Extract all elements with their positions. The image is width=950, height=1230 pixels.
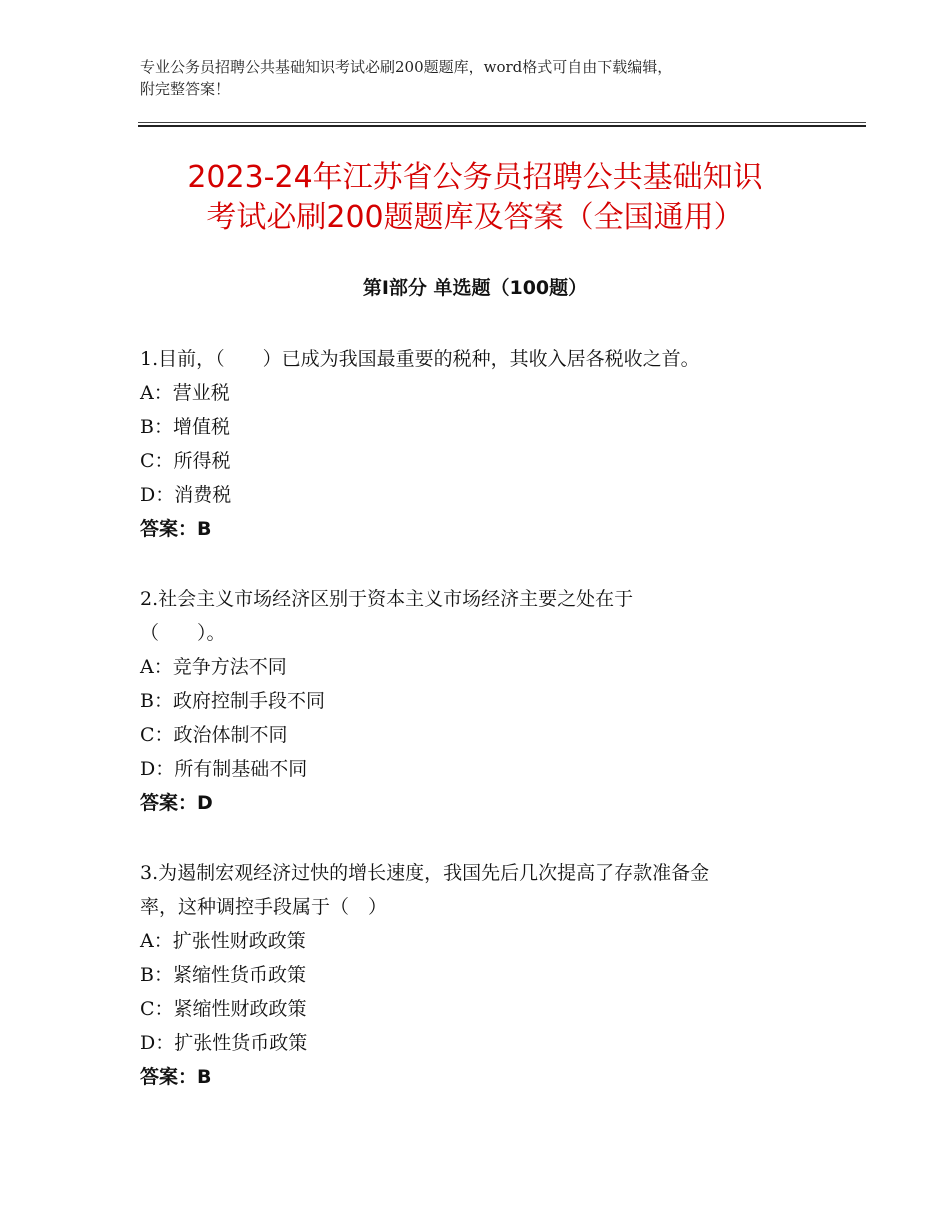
header-note xyxy=(140,56,810,100)
question-3 xyxy=(140,856,820,1094)
option-a: A：扩张性财政政策 xyxy=(140,930,306,952)
option-a: A：竞争方法不同 xyxy=(140,656,287,678)
document-title-line-2: 考试必刷200题题库及答案（全国通用） xyxy=(206,200,744,235)
option-c: C：紧缩性财政政策 xyxy=(140,998,307,1020)
option-c: C：所得税 xyxy=(140,450,231,472)
option-a: A：营业税 xyxy=(140,382,230,404)
header-divider-thick xyxy=(138,125,866,127)
option-b: B：增值税 xyxy=(140,416,230,438)
question-stem-line-1: 3.为遏制宏观经济过快的增长速度，我国先后几次提高了存款准备金 xyxy=(140,862,710,884)
option-d: D：所有制基础不同 xyxy=(140,758,308,780)
answer: 答案：B xyxy=(140,518,212,540)
option-b: B：政府控制手段不同 xyxy=(140,690,325,712)
question-stem-line-2: （ ）。 xyxy=(140,622,226,644)
option-b: B：紧缩性货币政策 xyxy=(140,964,306,986)
document-title xyxy=(110,158,840,238)
option-d: D：消费税 xyxy=(140,484,232,506)
header-note-line-1: 专业公务员招聘公共基础知识考试必刷200题题库，word格式可自由下载编辑， xyxy=(140,58,673,76)
section-title: 第Ⅰ部分 单选题（100题） xyxy=(362,277,588,299)
header-divider-thin xyxy=(138,122,866,123)
answer: 答案：D xyxy=(140,792,213,814)
document-title-line-1: 2023-24年江苏省公务员招聘公共基础知识 xyxy=(187,160,763,195)
header-note-line-2: 附完整答案！ xyxy=(140,80,231,98)
question-stem: 1.目前，（ ）已成为我国最重要的税种，其收入居各税收之首。 xyxy=(140,348,700,370)
option-d: D：扩张性货币政策 xyxy=(140,1032,308,1054)
question-stem-line-1: 2.社会主义市场经济区别于资本主义市场经济主要之处在于 xyxy=(140,588,634,610)
answer: 答案：B xyxy=(140,1066,212,1088)
question-1 xyxy=(140,342,820,546)
option-c: C：政治体制不同 xyxy=(140,724,288,746)
question-stem-line-2: 率，这种调控手段属于（ ） xyxy=(140,896,388,918)
question-2 xyxy=(140,582,820,820)
question-list xyxy=(140,342,820,1130)
